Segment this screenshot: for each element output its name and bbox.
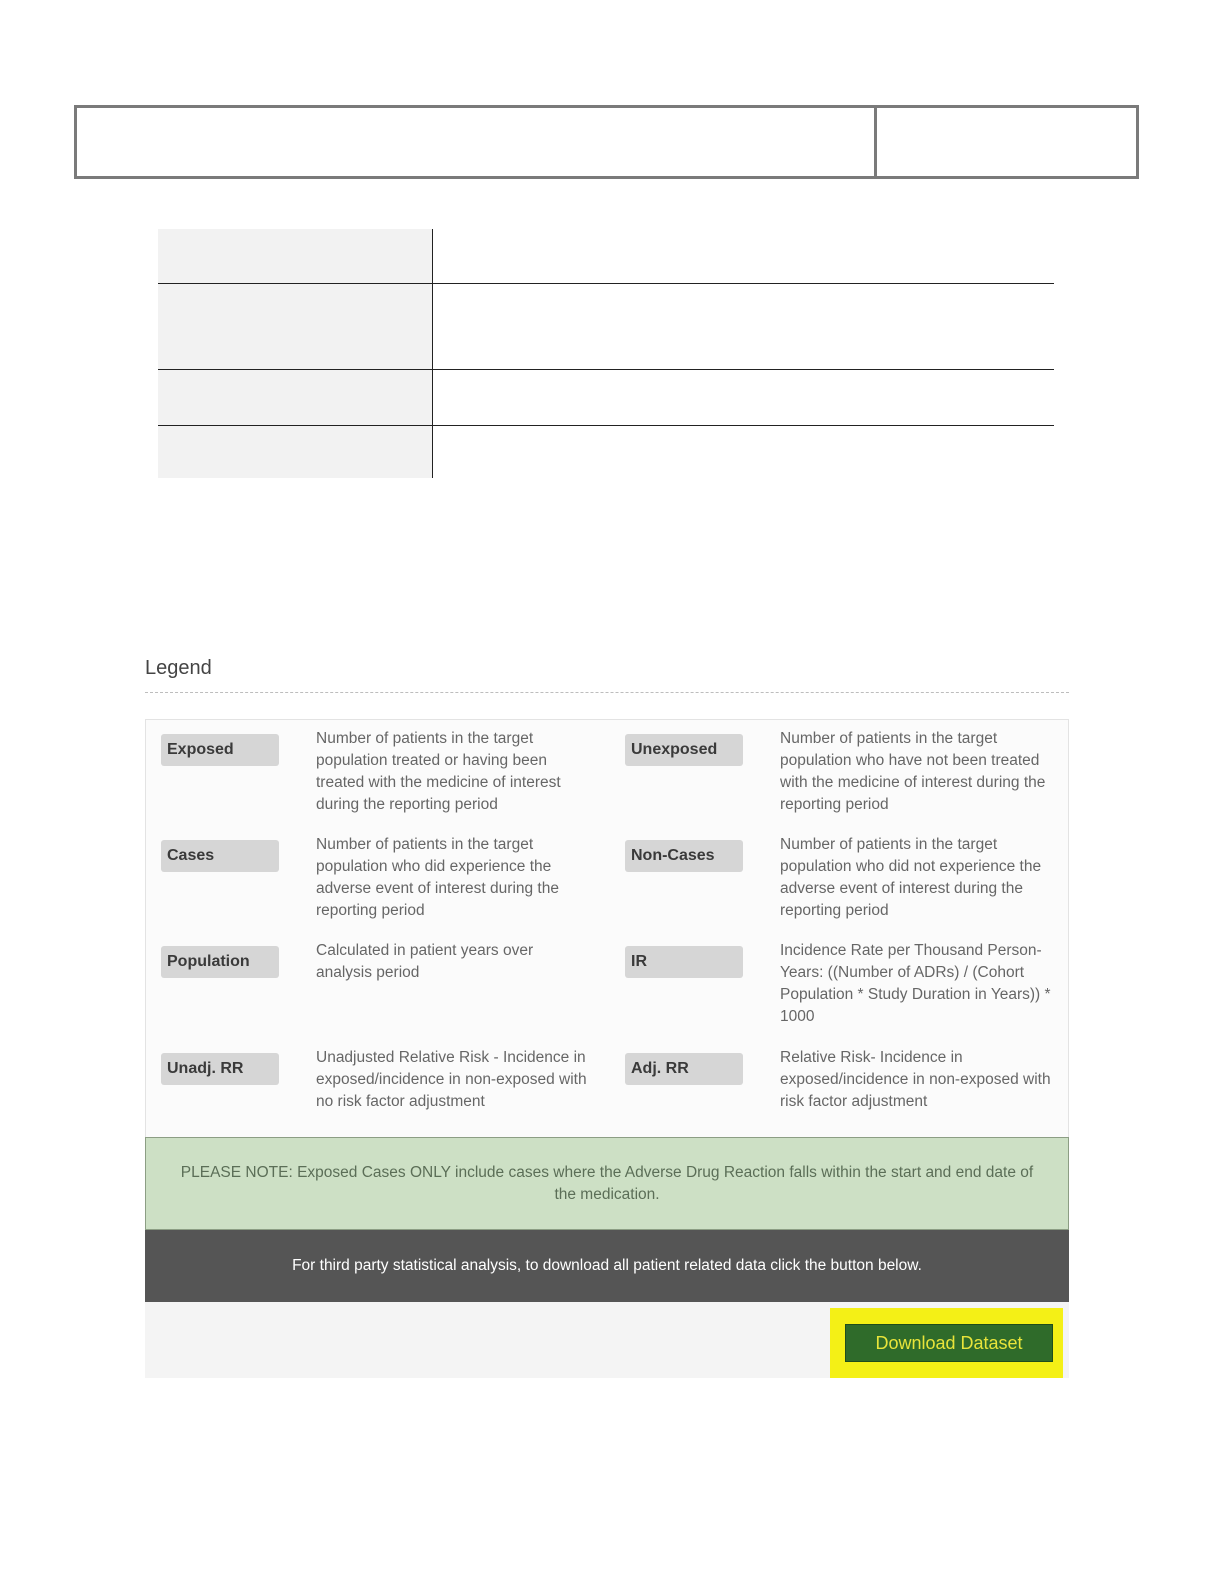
legend-item-cases: [161, 836, 591, 922]
legend-description: Incidence Rate per Thousand Person-Years: ((Number of ADRs) / (Cohort Population * Study Duration in Years)) * 1000: [780, 942, 1051, 1025]
info-key-cell: [158, 426, 433, 478]
legend-description: Unadjusted Relative Risk - Incidence in exposed/incidence in non-exposed with no risk factor adjustment: [316, 1049, 587, 1110]
legend-item-adj-rr: [625, 1049, 1055, 1113]
info-row: [158, 283, 1054, 369]
header-table: [74, 105, 1139, 179]
legend-term: Non-Cases: [625, 840, 743, 872]
legend-title: Legend: [145, 657, 212, 679]
legend-description: Relative Risk- Incidence in exposed/incidence in non-exposed with risk factor adjustment: [780, 1049, 1051, 1110]
legend-term: Exposed: [161, 734, 279, 766]
info-value-cell: [433, 229, 1054, 283]
legend-item-ir: [625, 942, 1055, 1028]
legend-term: Adj. RR: [625, 1053, 743, 1085]
info-key-cell: [158, 229, 433, 283]
legend-term: Cases: [161, 840, 279, 872]
legend-divider: [145, 692, 1069, 693]
legend-term: Unexposed: [625, 734, 743, 766]
legend-item-non-cases: [625, 836, 1055, 922]
download-info-text: For third party statistical analysis, to download all patient related data click the button below.: [145, 1230, 1069, 1302]
legend-description: Calculated in patient years over analysis period: [316, 942, 534, 981]
info-key-cell: [158, 284, 433, 369]
info-value-cell: [433, 284, 1054, 369]
note-banner: PLEASE NOTE: Exposed Cases ONLY include cases where the Adverse Drug Reaction falls within the start and end date of the medication.: [145, 1137, 1069, 1230]
legend-term: Unadj. RR: [161, 1053, 279, 1085]
header-cell-left: [77, 108, 877, 176]
info-row: [158, 425, 1054, 478]
legend-item-unadj-rr: [161, 1049, 591, 1113]
legend-description: Number of patients in the target population who did not experience the adverse event of interest during the reporting period: [780, 836, 1042, 919]
legend-item-exposed: [161, 730, 591, 816]
legend-term: Population: [161, 946, 279, 978]
legend-item-unexposed: [625, 730, 1055, 816]
download-dataset-button[interactable]: Download Dataset: [845, 1324, 1053, 1362]
info-value-cell: [433, 426, 1054, 478]
legend-description: Number of patients in the target population who did experience the adverse event of interest during the reporting period: [316, 836, 559, 919]
legend-box: [145, 719, 1069, 1138]
info-row: [158, 229, 1054, 283]
legend-item-population: [161, 942, 591, 984]
header-cell-right: [877, 108, 1136, 176]
info-value-cell: [433, 370, 1054, 425]
info-row: [158, 369, 1054, 425]
legend-description: Number of patients in the target population who have not been treated with the medicine of interest during the reporting period: [780, 730, 1046, 813]
legend-description: Number of patients in the target population treated or having been treated with the medicine of interest during the reporting period: [316, 730, 561, 813]
info-key-cell: [158, 370, 433, 425]
legend-term: IR: [625, 946, 743, 978]
info-table: [158, 229, 1054, 478]
